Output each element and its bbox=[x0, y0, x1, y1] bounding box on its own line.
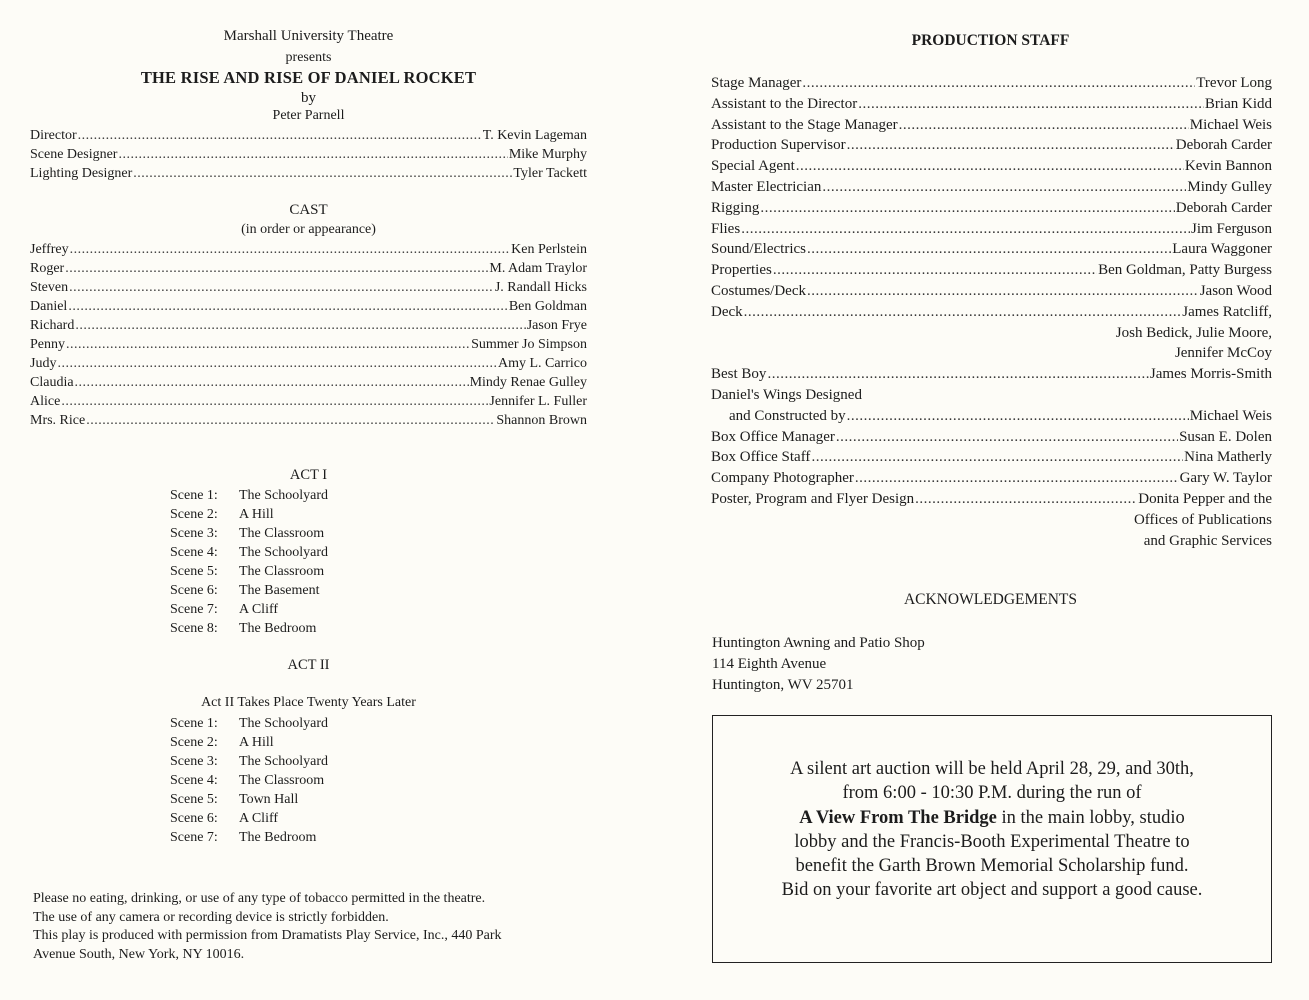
staff-name: Ben Goldman, Patty Burgess bbox=[1098, 262, 1272, 279]
scene-row bbox=[170, 752, 328, 771]
cast-row bbox=[30, 354, 587, 373]
auction-line bbox=[713, 806, 1271, 830]
auction-text: in the main lobby, studio bbox=[996, 807, 1185, 828]
scene-number: Scene 5: bbox=[170, 792, 218, 807]
staff-row bbox=[711, 281, 1272, 302]
acknowledgements-heading: ACKNOWLEDGEMENTS bbox=[903, 591, 1078, 608]
cast-actor: M. Adam Traylor bbox=[489, 261, 587, 276]
auction-line: benefit the Garth Brown Memorial Scholarship fund. bbox=[795, 856, 1189, 877]
staff-name: James Morris-Smith bbox=[1149, 366, 1272, 383]
notice-text: , 440 Park bbox=[444, 928, 502, 943]
staff-role: Production Supervisor bbox=[711, 137, 846, 154]
staff-role: Box Office Manager bbox=[711, 428, 835, 445]
staff-role: Company Photographer bbox=[711, 470, 854, 487]
staff-row bbox=[711, 177, 1272, 198]
staff-role: Costumes/Deck bbox=[711, 282, 806, 299]
playwright: Peter Parnell bbox=[272, 108, 345, 123]
staff-role: Daniel's Wings Designed bbox=[711, 386, 862, 403]
staff-name: Jason Wood bbox=[1199, 282, 1272, 299]
ack-line: 114 Eighth Avenue bbox=[712, 655, 827, 672]
staff-row bbox=[711, 135, 1272, 156]
by-text: by bbox=[301, 90, 316, 106]
scene-number: Scene 4: bbox=[170, 545, 218, 560]
cast-actor: Jason Frye bbox=[526, 318, 587, 333]
credit-role: Scene Designer bbox=[30, 147, 118, 162]
credit-role: Lighting Designer bbox=[30, 166, 133, 181]
cast-row bbox=[30, 411, 587, 430]
staff-name: James Ratcliff, bbox=[1182, 303, 1272, 320]
staff-role: Assistant to the Director bbox=[711, 95, 858, 112]
staff-row bbox=[711, 364, 1272, 385]
credit-role: Director bbox=[30, 128, 77, 143]
staff-role: Special Agent bbox=[711, 158, 795, 175]
scene-number: Scene 6: bbox=[170, 583, 218, 598]
scene-place: The Classroom bbox=[239, 773, 325, 788]
cast-actor: Ken Perlstein bbox=[511, 242, 587, 257]
left-page bbox=[30, 0, 587, 1000]
credit-row bbox=[30, 126, 587, 145]
cast-actor: Summer Jo Simpson bbox=[471, 337, 587, 352]
staff-row bbox=[711, 302, 1272, 323]
auction-line: from 6:00 - 10:30 P.M. during the run of bbox=[842, 783, 1142, 804]
cast-heading: CAST bbox=[289, 202, 328, 218]
auction-line: A silent art auction will be held April 28, 29, and 30th, bbox=[790, 759, 1194, 779]
staff-row bbox=[711, 156, 1272, 177]
staff-name-continued: Jennifer McCoy bbox=[1174, 345, 1272, 362]
staff-name: Trevor Long bbox=[1196, 75, 1272, 91]
staff-row bbox=[711, 73, 1272, 94]
scene-number: Scene 7: bbox=[170, 830, 218, 845]
staff-row bbox=[711, 406, 1272, 427]
ack-line: Huntington Awning and Patio Shop bbox=[712, 635, 925, 651]
scene-place: The Classroom bbox=[239, 526, 325, 541]
cast-role: Mrs. Rice bbox=[30, 413, 86, 428]
staff-name: Gary W. Taylor bbox=[1179, 470, 1272, 487]
cast-row bbox=[30, 297, 587, 316]
scene-row bbox=[170, 543, 328, 562]
staff-name: Michael Weis bbox=[1189, 407, 1272, 424]
scene-number: Scene 5: bbox=[170, 564, 218, 579]
cast-actor: Jennifer L. Fuller bbox=[489, 394, 587, 409]
notice-line: The use of any camera or recording device is strictly forbidden. bbox=[33, 909, 389, 925]
staff-role: Box Office Staff bbox=[711, 449, 811, 466]
staff-row bbox=[711, 198, 1272, 219]
scene-number: Scene 1: bbox=[170, 488, 218, 503]
staff-role: Properties bbox=[711, 262, 772, 279]
act2-scene-list bbox=[170, 714, 328, 847]
staff-row bbox=[711, 260, 1272, 281]
staff-name: Deborah Carder bbox=[1175, 137, 1272, 154]
cast-row bbox=[30, 392, 587, 411]
cast-row bbox=[30, 373, 587, 392]
staff-name: Nina Matherly bbox=[1184, 449, 1272, 466]
right-page bbox=[709, 0, 1272, 1000]
credit-name: Mike Murphy bbox=[508, 147, 587, 162]
credit-name: Tyler Tackett bbox=[513, 166, 587, 181]
staff-name: Michael Weis bbox=[1189, 116, 1272, 133]
staff-name: Mindy Gulley bbox=[1187, 178, 1272, 195]
company-name: Marshall University Theatre bbox=[223, 28, 394, 44]
credit-row bbox=[30, 145, 587, 164]
scene-place: A Hill bbox=[239, 735, 274, 750]
cast-role: Roger bbox=[30, 261, 65, 276]
auction-line: Bid on your favorite art object and support a good cause. bbox=[781, 880, 1203, 901]
staff-role: Flies bbox=[711, 220, 741, 237]
scene-place: The Schoolyard bbox=[239, 754, 329, 769]
staff-name: Deborah Carder bbox=[1175, 199, 1272, 216]
credit-row bbox=[30, 164, 587, 183]
creative-credits bbox=[30, 126, 587, 183]
staff-role: Assistant to the Stage Manager bbox=[711, 116, 898, 133]
scene-row bbox=[170, 581, 328, 600]
staff-row bbox=[711, 94, 1272, 115]
scene-place: Town Hall bbox=[239, 792, 299, 807]
staff-name: Jim Ferguson bbox=[1191, 220, 1272, 237]
production-staff-list bbox=[711, 73, 1272, 551]
staff-name: Laura Waggoner bbox=[1172, 241, 1272, 258]
scene-row bbox=[170, 505, 328, 524]
cast-actor: Ben Goldman bbox=[508, 299, 587, 314]
act1-heading: ACT I bbox=[289, 467, 328, 483]
scene-number: Scene 6: bbox=[170, 811, 218, 826]
staff-row bbox=[711, 468, 1272, 489]
ack-line: Huntington, WV 25701 bbox=[712, 676, 854, 693]
scene-place: The Bedroom bbox=[239, 621, 317, 636]
scene-number: Scene 3: bbox=[170, 754, 218, 769]
cast-row bbox=[30, 316, 587, 335]
scene-number: Scene 2: bbox=[170, 507, 218, 522]
featured-play-title: A View From The Bridge bbox=[799, 807, 997, 828]
staff-row bbox=[711, 427, 1272, 448]
scene-number: Scene 7: bbox=[170, 602, 218, 617]
scene-row bbox=[170, 790, 328, 809]
act2-subheading: Act II Takes Place Twenty Years Later bbox=[201, 695, 416, 710]
cast-role: Alice bbox=[30, 394, 61, 409]
production-staff-heading: PRODUCTION STAFF bbox=[911, 32, 1070, 49]
scene-number: Scene 1: bbox=[170, 716, 218, 731]
acknowledgements-address bbox=[712, 633, 925, 695]
cast-role: Daniel bbox=[30, 299, 68, 314]
scene-place: The Schoolyard bbox=[239, 545, 329, 560]
notice-line: Avenue South, New York, NY 10016. bbox=[33, 946, 245, 962]
credit-name: T. Kevin Lageman bbox=[482, 128, 587, 143]
scene-place: A Hill bbox=[239, 507, 274, 522]
cast-role: Jeffrey bbox=[30, 242, 69, 257]
scene-row bbox=[170, 486, 328, 505]
cast-row bbox=[30, 259, 587, 278]
staff-role: Deck bbox=[711, 303, 743, 320]
scene-number: Scene 8: bbox=[170, 621, 218, 636]
act1-scene-list bbox=[170, 486, 328, 638]
cast-row bbox=[30, 240, 587, 259]
staff-role: Sound/Electrics bbox=[711, 241, 806, 258]
cast-role: Judy bbox=[30, 356, 57, 371]
staff-role: Master Electrician bbox=[711, 178, 822, 195]
scene-place: The Bedroom bbox=[239, 830, 317, 845]
cast-subheading: (in order or appearance) bbox=[241, 222, 376, 237]
auction-announcement-box bbox=[712, 715, 1272, 963]
scene-row bbox=[170, 562, 328, 581]
scene-row bbox=[170, 524, 328, 543]
notice-line bbox=[33, 927, 593, 946]
staff-row bbox=[711, 219, 1272, 240]
scene-place: The Schoolyard bbox=[239, 488, 329, 503]
scene-place: A Cliff bbox=[239, 811, 279, 826]
cast-list bbox=[30, 240, 587, 430]
scene-number: Scene 2: bbox=[170, 735, 218, 750]
cast-actor: Shannon Brown bbox=[496, 413, 587, 428]
staff-name-continued: Offices of Publications bbox=[1133, 511, 1272, 528]
scene-row bbox=[170, 809, 328, 828]
staff-name-continued: Josh Bedick, Julie Moore, bbox=[1115, 324, 1272, 341]
auction-line: lobby and the Francis-Booth Experimental Theatre to bbox=[794, 831, 1190, 852]
cast-row bbox=[30, 278, 587, 297]
staff-name: Kevin Bannon bbox=[1184, 158, 1272, 175]
scene-row bbox=[170, 828, 328, 847]
staff-row bbox=[711, 447, 1272, 468]
cast-role: Steven bbox=[30, 280, 69, 295]
notice-text: This play is produced with permission from bbox=[33, 928, 282, 943]
staff-role: Poster, Program and Flyer Design bbox=[711, 490, 915, 507]
scene-row bbox=[170, 771, 328, 790]
staff-row bbox=[711, 115, 1272, 136]
staff-role: and Constructed by bbox=[729, 407, 846, 424]
staff-name: Donita Pepper and the bbox=[1138, 490, 1272, 507]
scene-place: A Cliff bbox=[239, 602, 279, 617]
notice-line: Please no eating, drinking, or use of any type of tobacco permitted in the theatre. bbox=[33, 891, 486, 906]
scene-number: Scene 4: bbox=[170, 773, 218, 788]
presents-text: presents bbox=[285, 50, 332, 65]
staff-name-continued: and Graphic Services bbox=[1143, 532, 1272, 549]
cast-role: Penny bbox=[30, 337, 65, 352]
scene-row bbox=[170, 600, 328, 619]
act2-heading: ACT II bbox=[287, 657, 330, 673]
cast-row bbox=[30, 335, 587, 354]
staff-row bbox=[711, 239, 1272, 260]
cast-actor: J. Randall Hicks bbox=[494, 280, 587, 295]
scene-row bbox=[170, 619, 328, 638]
staff-role: Stage Manager bbox=[711, 75, 802, 91]
scene-place: The Classroom bbox=[239, 564, 325, 579]
staff-role: Rigging bbox=[711, 199, 760, 216]
staff-name: Brian Kidd bbox=[1204, 95, 1272, 112]
publisher-name: Dramatists Play Service, Inc. bbox=[281, 928, 445, 943]
scene-row bbox=[170, 733, 328, 752]
staff-role: Best Boy bbox=[711, 366, 767, 383]
theatre-notice bbox=[33, 890, 593, 964]
scene-number: Scene 3: bbox=[170, 526, 218, 541]
scene-row bbox=[170, 714, 328, 733]
staff-row bbox=[711, 489, 1272, 510]
scene-place: The Schoolyard bbox=[239, 716, 329, 731]
cast-actor: Amy L. Carrico bbox=[497, 356, 587, 371]
cast-role: Richard bbox=[30, 318, 75, 333]
cast-role: Claudia bbox=[30, 375, 74, 390]
scene-place: The Basement bbox=[239, 583, 320, 598]
cast-actor: Mindy Renae Gulley bbox=[469, 375, 587, 390]
play-title: THE RISE AND RISE OF DANIEL ROCKET bbox=[140, 68, 477, 87]
staff-name: Susan E. Dolen bbox=[1179, 428, 1272, 445]
